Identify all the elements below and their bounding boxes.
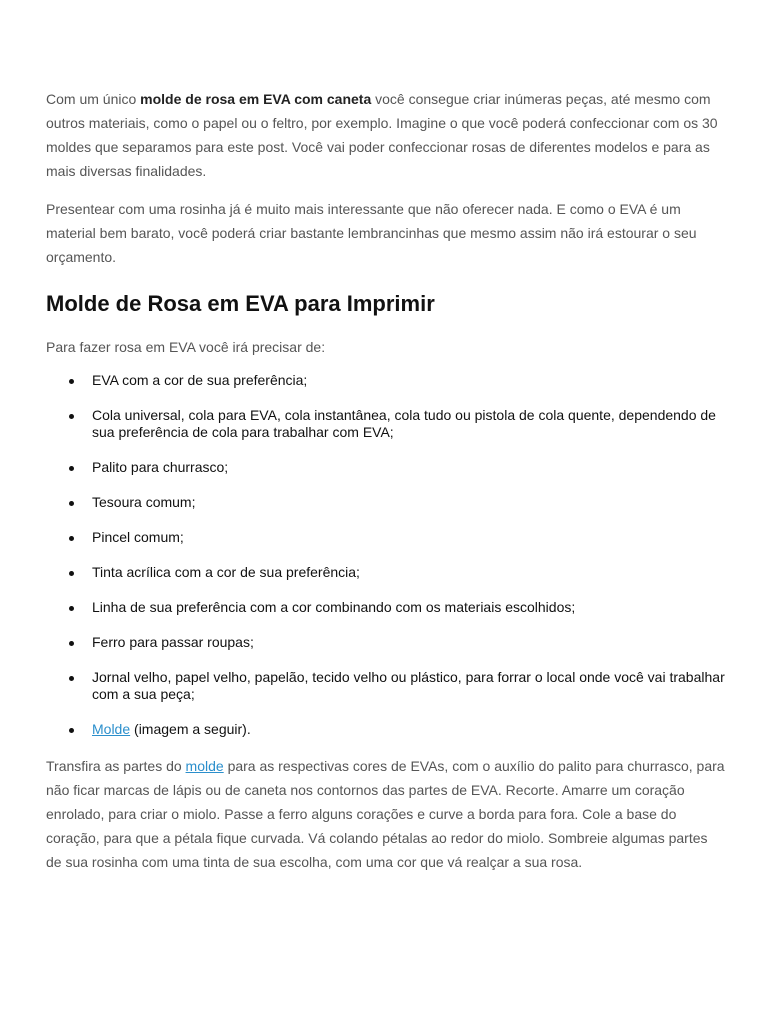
bullet-icon — [69, 414, 74, 419]
molde-inline-link[interactable]: molde — [185, 758, 224, 774]
bullet-icon — [69, 571, 74, 576]
list-item-text: (imagem a seguir). — [130, 721, 251, 737]
list-item-text: Linha de sua preferência com a cor combinando com os materiais escolhidos; — [92, 599, 576, 615]
intro-paragraph — [46, 87, 726, 183]
list-item-text: Tinta acrílica com a cor de sua preferência; — [92, 564, 360, 580]
article — [46, 87, 726, 874]
list-item — [46, 372, 726, 389]
bullet-icon — [69, 466, 74, 471]
bullet-icon — [69, 536, 74, 541]
list-item-text: EVA com a cor de sua preferência; — [92, 372, 308, 388]
instructions-text-after: para as respectivas cores de EVAs, com o auxílio do palito para churrasco, para não ficar marcas de lápis ou de caneta nos contornos das partes de EVA. Recorte. Amarre um coração enrolado, para criar o miolo. Passe a ferro alguns corações e curve a borda para fora. Cole a base do coração, para que a pétala fique curvada. Vá colando pétalas ao redor do miolo. Sombreie algumas partes de sua rosinha com uma tinta de sua escolha, com uma cor que vá realçar a sua rosa. — [46, 758, 725, 870]
bullet-icon — [69, 501, 74, 506]
intro-text-after: você consegue criar inúmeras peças, até mesmo com outros materiais, como o papel ou o feltro, por exemplo. Imagine o que você poderá confeccionar com os 30 moldes que separamos para este post. Você vai poder confeccionar rosas de diferentes modelos e para as mais diversas finalidades. — [46, 91, 718, 179]
bullet-icon — [69, 606, 74, 611]
bullet-icon — [69, 676, 74, 681]
intro-bold-phrase: molde de rosa em EVA com caneta — [140, 91, 372, 107]
instructions-text-before: Transfira as partes do — [46, 758, 186, 774]
materials-intro: Para fazer rosa em EVA você irá precisar de: — [46, 339, 326, 355]
list-item — [46, 669, 726, 703]
bullet-icon — [69, 641, 74, 646]
instructions-paragraph — [46, 754, 726, 874]
list-item-text: Ferro para passar roupas; — [92, 634, 254, 650]
materials-list — [46, 372, 726, 738]
list-item-text: Tesoura comum; — [92, 494, 196, 510]
list-item-text: Jornal velho, papel velho, papelão, tecido velho ou plástico, para forrar o local onde você vai trabalhar com a sua peça; — [92, 669, 725, 702]
list-item — [46, 459, 726, 476]
list-item — [46, 407, 726, 441]
list-item — [46, 634, 726, 651]
second-paragraph: Presentear com uma rosinha já é muito mais interessante que não oferecer nada. E como o EVA é um material bem barato, você poderá criar bastante lembrancinhas que mesmo assim não irá estourar o seu orçamento. — [46, 201, 697, 265]
list-item — [46, 599, 726, 616]
list-item — [46, 564, 726, 581]
molde-link[interactable]: Molde — [92, 721, 131, 737]
list-item — [46, 494, 726, 511]
list-item — [46, 529, 726, 546]
list-item-text: Cola universal, cola para EVA, cola instantânea, cola tudo ou pistola de cola quente, dependendo de sua preferência de cola para trabalhar com EVA; — [92, 407, 716, 440]
section-heading: Molde de Rosa em EVA para Imprimir — [46, 291, 435, 316]
list-item-text: Palito para churrasco; — [92, 459, 229, 475]
bullet-icon — [69, 728, 74, 733]
list-item-molde — [46, 721, 726, 738]
intro-text-before: Com um único — [46, 91, 141, 107]
list-item-text: Pincel comum; — [92, 529, 184, 545]
bullet-icon — [69, 379, 74, 384]
